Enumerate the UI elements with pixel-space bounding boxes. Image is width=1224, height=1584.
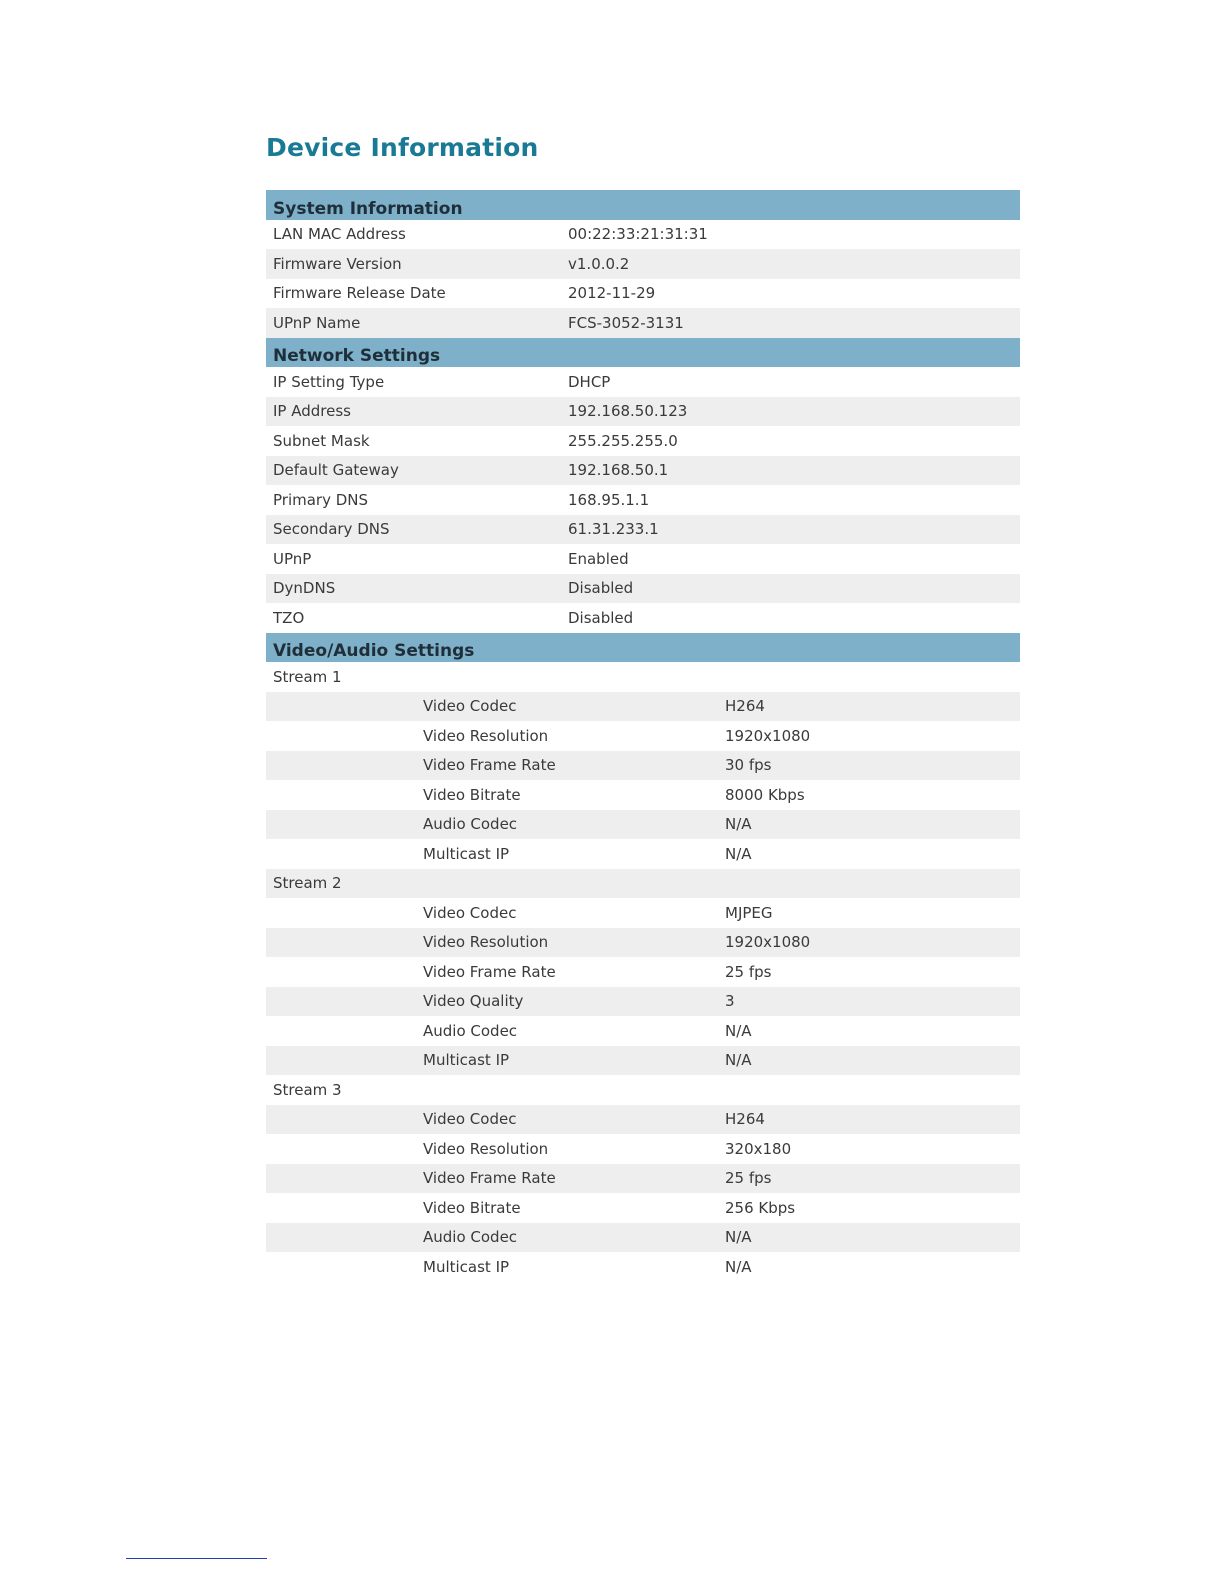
table-row xyxy=(266,957,1020,987)
table-row xyxy=(266,249,1020,279)
table-row xyxy=(266,367,1020,397)
row-value: 30 fps xyxy=(725,756,772,775)
stream-name: Stream 1 xyxy=(273,667,342,686)
row-label: Video Bitrate xyxy=(423,785,521,804)
section-header-video-audio-settings: Video/Audio Settings xyxy=(266,633,1020,663)
table-row xyxy=(266,603,1020,633)
table-row xyxy=(266,426,1020,456)
row-label: IP Setting Type xyxy=(273,372,385,391)
row-label: IP Address xyxy=(273,402,351,421)
row-value: 168.95.1.1 xyxy=(568,490,650,509)
row-value: N/A xyxy=(725,815,752,834)
row-label: Video Frame Rate xyxy=(423,756,556,775)
row-label: Video Bitrate xyxy=(423,1198,521,1217)
row-value: 3 xyxy=(725,992,735,1011)
row-label: Video Frame Rate xyxy=(423,1169,556,1188)
table-row xyxy=(266,839,1020,869)
stream-name: Stream 3 xyxy=(273,1080,342,1099)
row-value: 1920x1080 xyxy=(725,933,811,952)
row-label: Video Resolution xyxy=(423,933,549,952)
row-value: DHCP xyxy=(568,372,611,391)
row-value: 8000 Kbps xyxy=(725,785,805,804)
table-row xyxy=(266,515,1020,545)
row-label: Video Codec xyxy=(423,697,517,716)
row-value: Disabled xyxy=(568,579,634,598)
table-row xyxy=(266,1046,1020,1076)
table-row xyxy=(266,751,1020,781)
row-value: 320x180 xyxy=(725,1139,792,1158)
table-row xyxy=(266,1134,1020,1164)
section-header-network-settings: Network Settings xyxy=(266,338,1020,368)
row-value: 256 Kbps xyxy=(725,1198,796,1217)
row-label: Firmware Release Date xyxy=(273,284,446,303)
row-value: 25 fps xyxy=(725,1169,772,1188)
row-value: Disabled xyxy=(568,608,634,627)
row-value: 1920x1080 xyxy=(725,726,811,745)
table-row xyxy=(266,692,1020,722)
row-value: N/A xyxy=(725,1228,752,1247)
row-value: N/A xyxy=(725,1051,752,1070)
row-label: LAN MAC Address xyxy=(273,225,406,244)
row-value: 192.168.50.1 xyxy=(568,461,669,480)
row-label: Primary DNS xyxy=(273,490,369,509)
row-value: N/A xyxy=(725,1257,752,1276)
table-row xyxy=(266,1164,1020,1194)
row-value: N/A xyxy=(725,844,752,863)
row-value: v1.0.0.2 xyxy=(568,254,630,273)
row-label: Multicast IP xyxy=(423,844,510,863)
row-label: Video Frame Rate xyxy=(423,962,556,981)
row-label: Video Resolution xyxy=(423,1139,549,1158)
table-row xyxy=(266,1016,1020,1046)
row-label: Video Quality xyxy=(423,992,524,1011)
stream-heading-3 xyxy=(266,1075,1020,1105)
row-label: Video Resolution xyxy=(423,726,549,745)
table-row xyxy=(266,220,1020,250)
row-value: MJPEG xyxy=(725,903,773,922)
row-label: TZO xyxy=(273,608,305,627)
row-label: Video Codec xyxy=(423,903,517,922)
page-title: Device Information xyxy=(266,133,539,162)
table-row xyxy=(266,1252,1020,1282)
row-value: 25 fps xyxy=(725,962,772,981)
table-row xyxy=(266,544,1020,574)
table-row xyxy=(266,898,1020,928)
row-value: H264 xyxy=(725,697,765,716)
row-label: Default Gateway xyxy=(273,461,399,480)
row-label: Secondary DNS xyxy=(273,520,390,539)
table-row xyxy=(266,721,1020,751)
row-label: Subnet Mask xyxy=(273,431,370,450)
row-value: FCS-3052-3131 xyxy=(568,313,684,332)
stream-name: Stream 2 xyxy=(273,874,342,893)
stream-heading-2 xyxy=(266,869,1020,899)
table-row xyxy=(266,397,1020,427)
table-row xyxy=(266,1105,1020,1135)
row-value: 255.255.255.0 xyxy=(568,431,678,450)
row-label: Multicast IP xyxy=(423,1257,510,1276)
table-row xyxy=(266,928,1020,958)
row-value: 00:22:33:21:31:31 xyxy=(568,225,708,244)
table-row xyxy=(266,279,1020,309)
table-row xyxy=(266,780,1020,810)
row-value: 61.31.233.1 xyxy=(568,520,659,539)
row-label: Multicast IP xyxy=(423,1051,510,1070)
row-value: 2012-11-29 xyxy=(568,284,656,303)
row-label: Video Codec xyxy=(423,1110,517,1129)
stream-heading-1 xyxy=(266,662,1020,692)
table-row xyxy=(266,1193,1020,1223)
row-value: N/A xyxy=(725,1021,752,1040)
device-info-table xyxy=(266,190,1020,1282)
row-label: Audio Codec xyxy=(423,815,518,834)
table-row xyxy=(266,456,1020,486)
row-label: DynDNS xyxy=(273,579,336,598)
row-label: Audio Codec xyxy=(423,1021,518,1040)
row-label: Audio Codec xyxy=(423,1228,518,1247)
row-value: 192.168.50.123 xyxy=(568,402,688,421)
table-row xyxy=(266,1223,1020,1253)
table-row xyxy=(266,485,1020,515)
row-value: H264 xyxy=(725,1110,765,1129)
table-row xyxy=(266,574,1020,604)
footnote-divider xyxy=(126,1558,267,1559)
row-value: Enabled xyxy=(568,549,629,568)
section-header-system-information: System Information xyxy=(266,190,1020,220)
row-label: UPnP xyxy=(273,549,312,568)
table-row xyxy=(266,987,1020,1017)
table-row xyxy=(266,810,1020,840)
table-row xyxy=(266,308,1020,338)
row-label: Firmware Version xyxy=(273,254,402,273)
row-label: UPnP Name xyxy=(273,313,361,332)
